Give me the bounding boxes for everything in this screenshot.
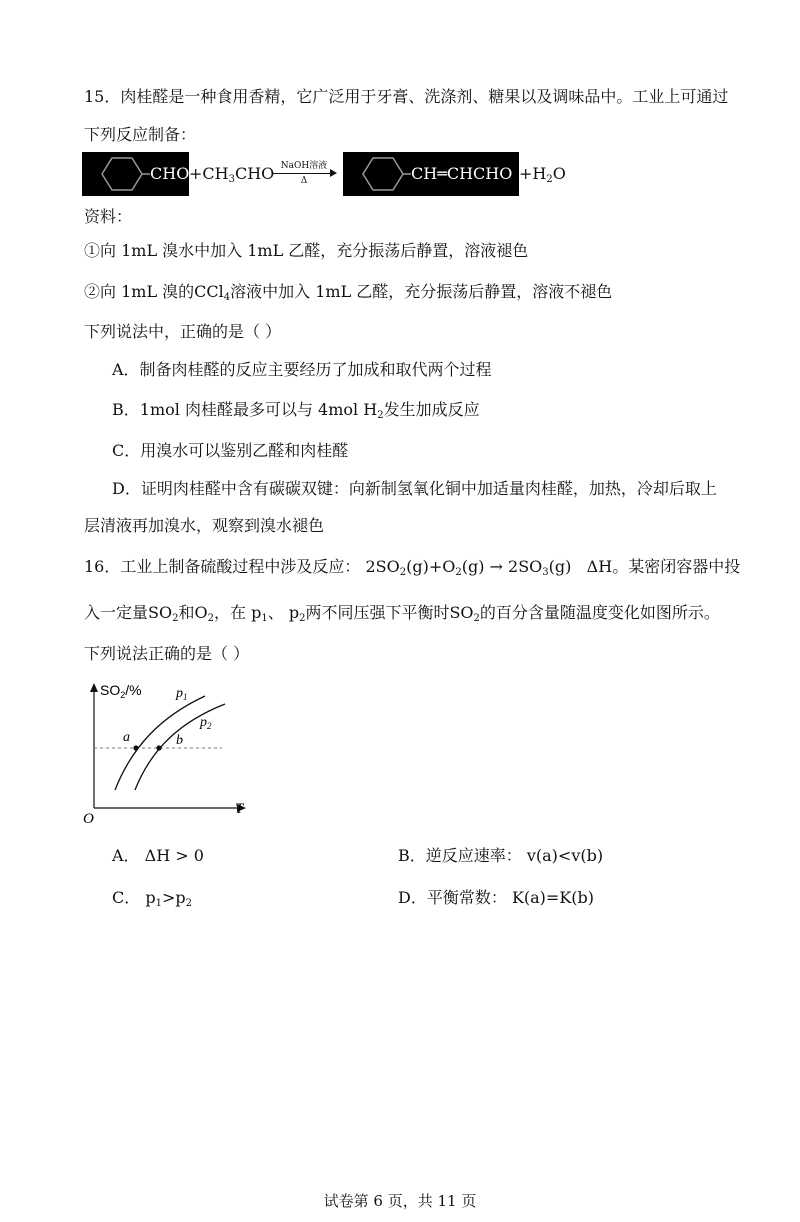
q16-stem-line1: 16．工业上制备硫酸过程中涉及反应： $2SO_2(g)+O_2(g) \to 2SO_3(g)$ ΔH。某密闭容器中投 (84, 557, 741, 578)
q15-option-a[interactable]: A．制备肉桂醛的反应主要经历了加成和取代两个过程 (112, 360, 492, 379)
origin-label: O (83, 811, 94, 825)
page-footer: 试卷第 6 页，共 11 页 (323, 1192, 477, 1210)
q15-option-d[interactable]: D．证明肉桂醛中含有碳碳双键：向新制氢氧化铜中加适量肉桂醛，加热，冷却后取上 (112, 479, 717, 498)
q15-option-b[interactable]: B．1mol 肉桂醛最多可以与 4mol $H_2$发生加成反应 (112, 400, 480, 421)
q15-option-d-cont: 层清液再加溴水，观察到溴水褪色 (84, 516, 325, 535)
q16-prompt: 下列说法正确的是（ ） (84, 644, 250, 663)
point-b-label: b (176, 733, 183, 748)
q15-prompt: 下列说法中，正确的是（ ） (84, 322, 282, 341)
reaction-condition: NaOH溶液 (280, 161, 328, 171)
q16-option-c[interactable]: C． $p_1>p_2$ (112, 888, 192, 909)
curve-p2-label: $p_2$ (200, 715, 212, 731)
y-axis-label: $SO_2/\%$ (100, 682, 142, 700)
cho-group: CHO (150, 164, 190, 183)
q16-option-a[interactable]: A． ΔH > 0 (112, 846, 204, 865)
graph-svg (80, 675, 260, 825)
y-axis-arrow-icon (90, 683, 98, 692)
material-title: 资料： (84, 207, 133, 226)
product-chain: CH═CHCHO (411, 164, 513, 183)
q16-stem-line2: 入一定量$SO_2$和$O_2$，在 $p_1$、 $p_2$两不同压强下平衡时$SO_2$的百分含量随温度变化如图所示。 (84, 603, 720, 624)
arrow-shaft (272, 173, 334, 174)
reactant2: $+CH_3CHO$ (189, 164, 275, 185)
water-product: $+H_2O$ (519, 164, 566, 185)
benzaldehyde-structure (82, 152, 189, 196)
point-a (133, 745, 138, 750)
material-item-2: ②向 1mL 溴的CCl$_4$溶液中加入 1mL 乙醛，充分振荡后静置，溶液不褪色 (84, 282, 613, 303)
so2-temperature-graph (80, 675, 260, 825)
point-b (156, 745, 161, 750)
reaction-arrow (270, 152, 338, 192)
curve-p1-label: $p_1$ (176, 686, 188, 702)
q16-option-b[interactable]: B．逆反应速率： v(a)<v(b) (398, 846, 604, 865)
q15-stem-line1: 15．肉桂醛是一种食用香精，它广泛用于牙膏、洗涤剂、糖果以及调味品中。工业上可通过 (84, 87, 729, 106)
q15-option-c[interactable]: C．用溴水可以鉴别乙醛和肉桂醛 (112, 441, 349, 460)
q16-option-d[interactable]: D．平衡常数： K(a)=K(b) (398, 888, 594, 907)
q15-stem-line2: 下列反应制备： (84, 125, 197, 144)
material-item-1: ①向 1mL 溴水中加入 1mL 乙醛，充分振荡后静置，溶液褪色 (84, 241, 529, 260)
point-a-label: a (123, 730, 130, 745)
cinnamaldehyde-structure (343, 152, 519, 196)
x-axis-label: T (235, 801, 244, 817)
heat-symbol: Δ (300, 176, 308, 186)
